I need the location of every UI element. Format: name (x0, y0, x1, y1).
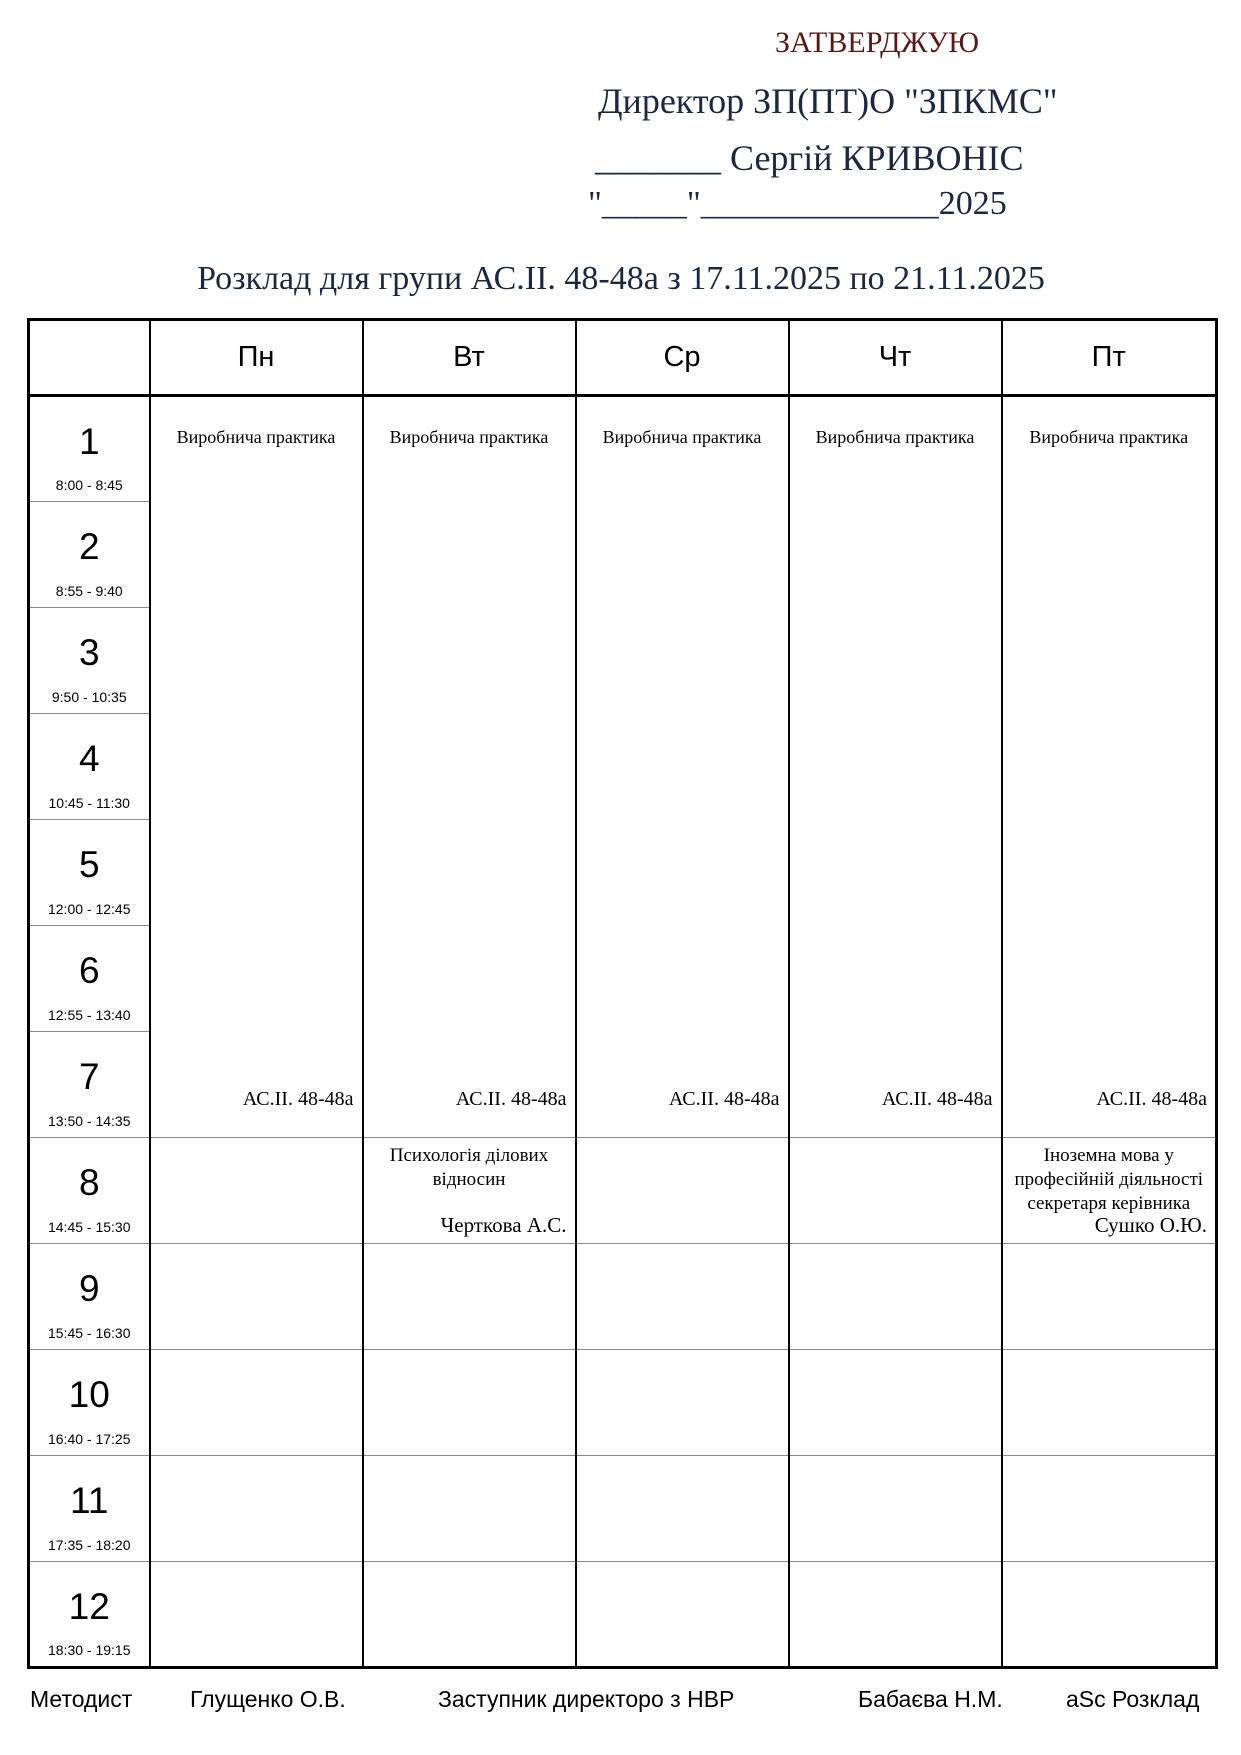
period-cell-10 (29, 1350, 150, 1456)
period-cell-12 (29, 1562, 150, 1668)
approval-stamp: ЗАТВЕРДЖУЮ (775, 26, 980, 59)
period-time: 15:45 - 16:30 (47, 1325, 131, 1341)
footer-name-methodist: Глущенко О.В. (190, 1686, 346, 1712)
lesson-cell-wed-12 (576, 1562, 789, 1668)
lesson-cell-mon-10 (150, 1350, 363, 1456)
lesson-cell-mon-8 (150, 1138, 363, 1244)
lesson-subject: Психологія ділових відносин (389, 1145, 549, 1190)
period-time: 9:50 - 10:35 (51, 689, 127, 705)
lesson-cell-tue-8 (363, 1138, 576, 1244)
lesson-cell-mon-9 (150, 1244, 363, 1350)
lesson-group: АС.ІІ. 48-48а (455, 1088, 567, 1110)
lesson-cell-mon-11 (150, 1456, 363, 1562)
period-cell-9 (29, 1244, 150, 1350)
lesson-cell-tue-practice (363, 396, 576, 1138)
footer-name-deputy-director: Бабаєва Н.М. (858, 1686, 1003, 1712)
period-number: 3 (78, 632, 100, 673)
period-cell-7 (29, 1032, 150, 1138)
lesson-cell-wed-practice (576, 396, 789, 1138)
corner-cell (29, 320, 150, 396)
period-number: 12 (68, 1585, 110, 1627)
period-cell-6 (29, 926, 150, 1032)
lesson-cell-fri-12 (1002, 1562, 1217, 1668)
footer-role-methodist: Методист (30, 1686, 133, 1712)
period-row-11 (29, 1456, 1217, 1562)
lesson-subject: Виробнича практика (815, 427, 975, 447)
day-header-mon: Пн (150, 320, 363, 396)
lesson-teacher: Черткова А.С. (440, 1213, 567, 1237)
lesson-cell-fri-8 (1002, 1138, 1217, 1244)
lesson-cell-fri-11 (1002, 1456, 1217, 1562)
lesson-group: АС.ІІ. 48-48а (242, 1088, 354, 1110)
lesson-cell-wed-8 (576, 1138, 789, 1244)
day-header-thu: Чт (789, 320, 1002, 396)
period-number: 8 (78, 1162, 100, 1203)
lesson-cell-tue-9 (363, 1244, 576, 1350)
day-header-tue: Вт (363, 320, 576, 396)
lesson-cell-fri-10 (1002, 1350, 1217, 1456)
lesson-cell-mon-12 (150, 1562, 363, 1668)
lesson-cell-tue-11 (363, 1456, 576, 1562)
lesson-group: АС.ІІ. 48-48а (881, 1088, 993, 1110)
period-time: 13:50 - 14:35 (47, 1113, 131, 1129)
period-cell-4 (29, 714, 150, 820)
period-row-12 (29, 1562, 1217, 1668)
schedule-table (27, 318, 1218, 1669)
lesson-cell-wed-9 (576, 1244, 789, 1350)
period-time: 12:00 - 12:45 (47, 901, 131, 917)
lesson-cell-tue-12 (363, 1562, 576, 1668)
period-time: 17:35 - 18:20 (47, 1537, 131, 1553)
lesson-cell-thu-practice (789, 396, 1002, 1138)
lesson-cell-fri-9 (1002, 1244, 1217, 1350)
page-title: Розклад для групи АС.ІІ. 48-48а з 17.11.2025 по 21.11.2025 (197, 260, 1045, 297)
period-time: 14:45 - 15:30 (47, 1219, 131, 1235)
day-header-wed: Ср (576, 320, 789, 396)
lesson-cell-tue-10 (363, 1350, 576, 1456)
period-time: 8:00 - 8:45 (55, 477, 123, 493)
footer-role-deputy-director: Заступник директоро з НВР (438, 1686, 735, 1712)
period-number: 10 (68, 1374, 110, 1415)
lesson-subject: Виробнича практика (602, 427, 762, 447)
period-cell-5 (29, 820, 150, 926)
period-time: 18:30 - 19:15 (47, 1642, 131, 1658)
period-cell-3 (29, 608, 150, 714)
director-title-line: Директор ЗП(ПТ)О "ЗПКМС" (598, 81, 1058, 121)
director-signature-line: _______ Сергій КРИВОНІС (595, 138, 1024, 178)
lesson-teacher: Сушко О.Ю. (1094, 1213, 1207, 1237)
lesson-cell-thu-9 (789, 1244, 1002, 1350)
lesson-subject: Виробнича практика (176, 427, 336, 447)
lesson-cell-thu-8 (789, 1138, 1002, 1244)
period-time: 12:55 - 13:40 (47, 1007, 131, 1023)
lesson-cell-thu-12 (789, 1562, 1002, 1668)
period-number: 9 (78, 1268, 100, 1309)
period-row-10 (29, 1350, 1217, 1456)
day-header-row (29, 320, 1217, 396)
period-number: 11 (70, 1480, 109, 1521)
period-row-8 (29, 1138, 1217, 1244)
lesson-cell-thu-11 (789, 1456, 1002, 1562)
lesson-subject: Виробнича практика (389, 427, 549, 447)
period-number: 6 (78, 950, 100, 991)
lesson-cell-thu-10 (789, 1350, 1002, 1456)
lesson-cell-fri-practice (1002, 396, 1217, 1138)
period-number: 1 (78, 420, 100, 462)
period-cell-1 (29, 396, 150, 502)
period-row-9 (29, 1244, 1217, 1350)
period-number: 2 (78, 526, 100, 567)
lesson-group: АС.ІІ. 48-48а (1096, 1088, 1207, 1110)
period-cell-2 (29, 502, 150, 608)
period-row-1 (29, 396, 1217, 502)
lesson-cell-mon-practice (150, 396, 363, 1138)
approval-date-line: "_____"______________2025 (588, 185, 1007, 222)
period-time: 8:55 - 9:40 (55, 583, 123, 599)
lesson-group: АС.ІІ. 48-48а (668, 1088, 780, 1110)
footer-app-name: aSc Розклад (1066, 1686, 1200, 1712)
lesson-cell-wed-10 (576, 1350, 789, 1456)
period-cell-11 (29, 1456, 150, 1562)
period-cell-8 (29, 1138, 150, 1244)
period-number: 7 (78, 1056, 100, 1097)
lesson-subject: Іноземна мова у професійній діяльності секретаря керівника (1014, 1145, 1204, 1214)
period-number: 5 (78, 844, 100, 885)
period-number: 4 (78, 738, 100, 779)
period-time: 16:40 - 17:25 (47, 1431, 131, 1447)
day-header-fri: Пт (1002, 320, 1217, 396)
lesson-cell-wed-11 (576, 1456, 789, 1562)
period-time: 10:45 - 11:30 (48, 795, 130, 811)
lesson-subject: Виробнича практика (1029, 427, 1189, 447)
